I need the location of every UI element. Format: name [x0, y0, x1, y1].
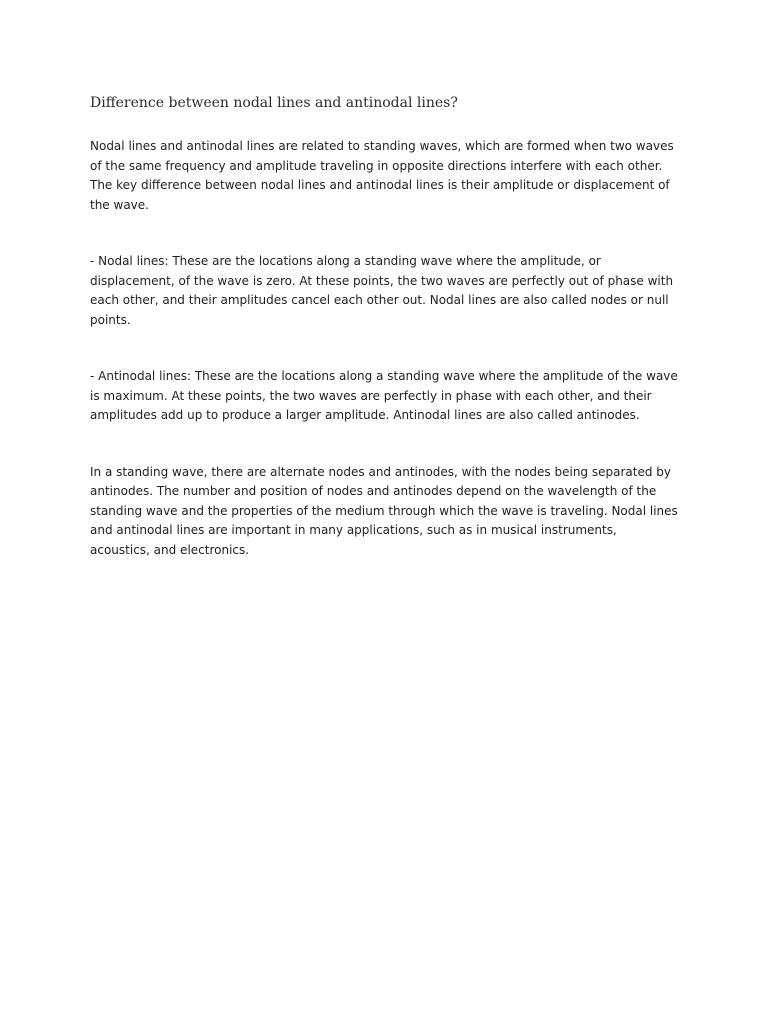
- paragraph-antinodal-lines: - Antinodal lines: These are the locations along a standing wave where the amplitude of the wave is maximum. At these points, the two waves are perfectly in phase with each other, and their amplitudes add up to produce a larger amplitude. Antinodal lines are also called antinodes.: [90, 369, 678, 422]
- document-body: [90, 93, 680, 560]
- document-title: Difference between nodal lines and antinodal lines?: [90, 95, 458, 111]
- paragraph-intro: Nodal lines and antinodal lines are related to standing waves, which are formed when two waves of the same frequency and amplitude traveling in opposite directions interfere with each other. The key difference between nodal lines and antinodal lines is their amplitude or displacement of the wave.: [90, 139, 674, 212]
- paragraph-nodal-lines: - Nodal lines: These are the locations along a standing wave where the amplitude, or displacement, of the wave is zero. At these points, the two waves are perfectly out of phase with each other, and their amplitudes cancel each other out. Nodal lines are also called nodes or null points.: [90, 254, 674, 327]
- paragraph-conclusion: In a standing wave, there are alternate nodes and antinodes, with the nodes being separated by antinodes. The number and position of nodes and antinodes depend on the wavelength of the standing wave and the properties of the medium through which the wave is traveling. Nodal lines and antinodal lines are important in many applications, such as in musical instruments, acoustics, and electronics.: [90, 464, 678, 557]
